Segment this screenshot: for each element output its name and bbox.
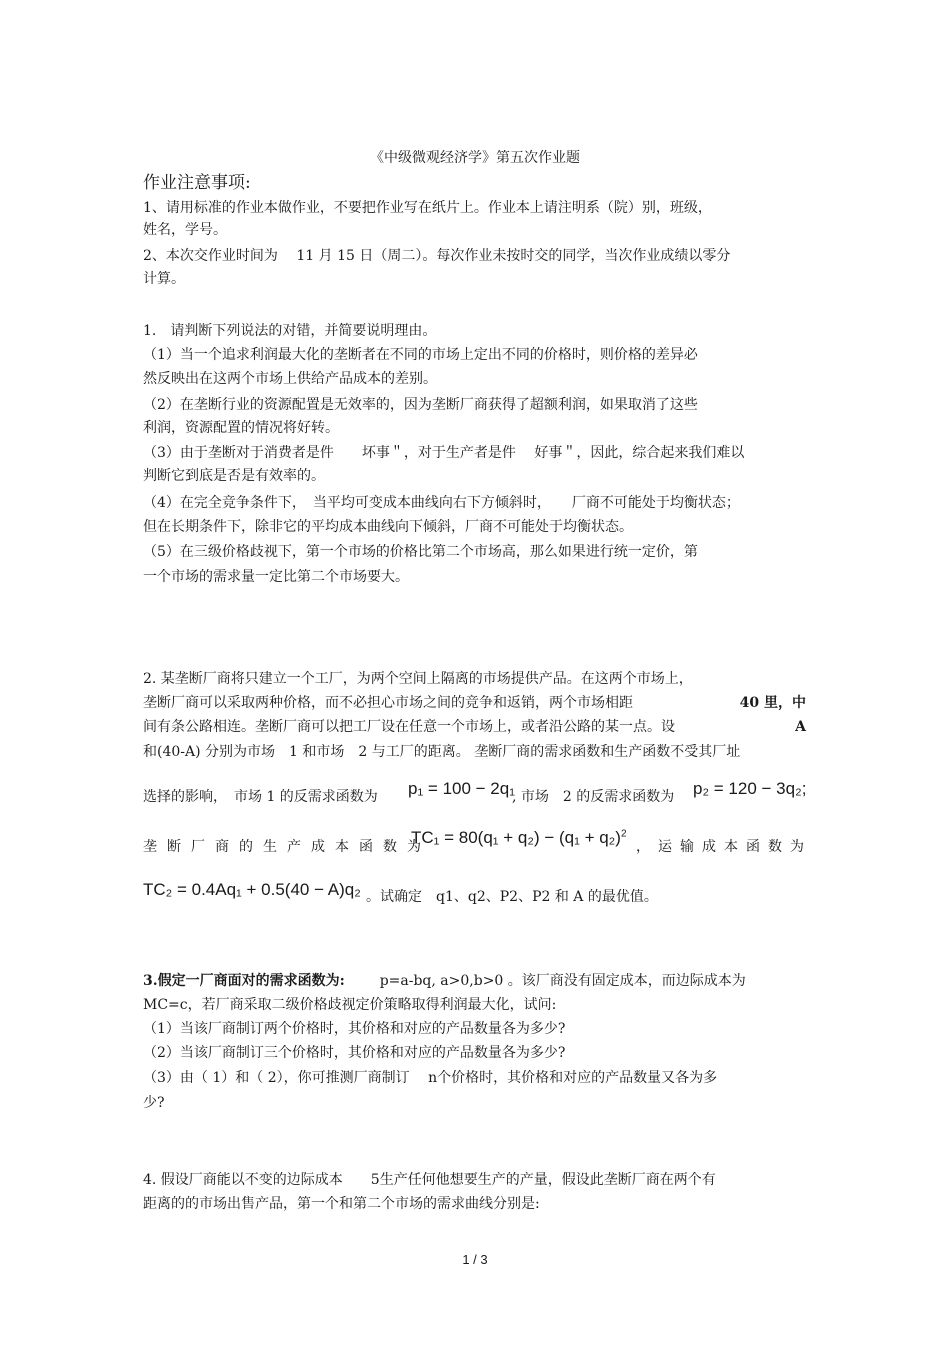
formula-text: TC₁ = 80(q₁ + q₂) − (q₁ + q₂) xyxy=(411,828,621,847)
question-3-line: MC=c，若厂商采取二级价格歧视定价策略取得利润最大化，试问: xyxy=(143,997,557,1013)
notice-item-1-line-2: 姓名，学号。 xyxy=(143,222,227,238)
formula-exponent: 2 xyxy=(620,828,627,840)
question-2-line: 选择的影响， 市场 1 的反需求函数为 xyxy=(143,789,378,805)
question-2-line xyxy=(143,694,806,712)
question-4-line: 4. 假设厂商能以不变的边际成本 5生产任何他想要生产的产量，假设此垄断厂商在两个有 xyxy=(143,1172,716,1188)
formula-text: p₂ = 120 − 3q₂ xyxy=(693,779,802,798)
question-3-line: （3）由（ 1）和（ 2），你可推测厂商制订 n个价格时，其价格和对应的产品数量又各为多 xyxy=(143,1070,718,1086)
notice-item-2-line-1: 2、本次交作业时间为 11 月 15 日（周二）。每次作业未按时交的同学，当次作业成绩以零分 xyxy=(143,248,731,264)
question-3-line: （2）当该厂商制订三个价格时，其价格和对应的产品数量各为多少? xyxy=(143,1045,566,1061)
question-2-line: ，运输成本函数为 xyxy=(636,839,812,855)
page-number: 1 / 3 xyxy=(462,1252,488,1267)
question-3-text: p=a-bq, a>0,b>0 。该厂商没有固定成本，而边际成本为 xyxy=(379,973,746,989)
question-2-text: 垄断厂商可以采取两种价格，而不必担心市场之间的竞争和返销，两个市场相距 xyxy=(143,695,633,711)
question-2-line xyxy=(143,718,806,736)
question-2-line: 垄断厂商的生产成本函数为 xyxy=(143,839,431,855)
inverse-demand-formula-2 xyxy=(693,779,806,799)
notice-heading: 作业注意事项: xyxy=(143,173,251,193)
question-4-line: 距离的的市场出售产品，第一个和第二个市场的需求曲线分别是: xyxy=(143,1196,540,1212)
notice-item-2-line-2: 计算。 xyxy=(143,271,185,287)
question-1-line: 判断它到底是否是有效率的。 xyxy=(143,468,325,484)
question-1-intro: 1. 请判断下列说法的对错，并简要说明理由。 xyxy=(143,323,437,339)
production-cost-formula xyxy=(411,828,627,848)
question-2-line: , 市场 2 的反需求函数为 xyxy=(512,789,675,805)
question-2-line: 2. 某垄断厂商将只建立一个工厂，为两个空间上隔离的市场提供产品。在这两个市场上， xyxy=(143,671,693,687)
question-3-line: 少? xyxy=(143,1095,165,1111)
question-2-text: 间有条公路相连。垄断厂商可以把工厂设在任意一个市场上，或者沿公路的某一点。设 xyxy=(143,719,675,735)
question-1-line: （3）由于垄断对于消费者是件 坏事＂，对于生产者是件 好事＂，因此，综合起来我们难以 xyxy=(143,445,745,461)
question-3-line: （1）当该厂商制订两个价格时，其价格和对应的产品数量各为多少? xyxy=(143,1021,566,1037)
question-1-line: （1）当一个追求利润最大化的垄断者在不同的市场上定出不同的价格时，则价格的差异必 xyxy=(143,347,698,363)
question-1-line: （2）在垄断行业的资源配置是无效率的，因为垄断厂商获得了超额利润，如果取消了这些 xyxy=(143,397,698,413)
question-2-text: A xyxy=(795,719,806,735)
question-2-line: 。试确定 q1、q2、P2、P2 和 A 的最优值。 xyxy=(366,889,658,905)
question-1-line: 利润，资源配置的情况将好转。 xyxy=(143,420,339,436)
question-1-line: （4）在完全竞争条件下， 当平均可变成本曲线向右下方倾斜时， 厂商不可能处于均衡状态； xyxy=(143,495,740,511)
question-1-line: （5）在三级价格歧视下，第一个市场的价格比第二个市场高，那么如果进行统一定价，第 xyxy=(143,544,698,560)
question-1-line: 但在长期条件下，除非它的平均成本曲线向下倾斜，厂商不可能处于均衡状态。 xyxy=(143,519,633,535)
question-3-line xyxy=(143,972,746,990)
notice-item-1-line-1: 1、请用标准的作业本做作业，不要把作业写在纸片上。作业本上请注明系（院）别，班级， xyxy=(143,200,712,216)
question-1-line: 一个市场的需求量一定比第二个市场要大。 xyxy=(143,569,409,585)
inverse-demand-formula-1: p₁ = 100 − 2q₁ xyxy=(408,779,515,798)
question-2-line: 和(40-A) 分别为市场 1 和市场 2 与工厂的距离。 垄断厂商的需求函数和生产函数不受其厂址 xyxy=(143,744,741,760)
transport-cost-formula: TC₂ = 0.4Aq₁ + 0.5(40 − A)q₂ xyxy=(143,880,361,899)
question-3-text: 3.假定一厂商面对的需求函数为: xyxy=(143,973,345,989)
question-1-line: 然反映出在这两个市场上供给产品成本的差别。 xyxy=(143,371,437,387)
question-2-text: 40 里，中 xyxy=(739,695,806,711)
formula-text: ; xyxy=(801,779,807,798)
document-title: 《中级微观经济学》第五次作业题 xyxy=(370,150,580,166)
